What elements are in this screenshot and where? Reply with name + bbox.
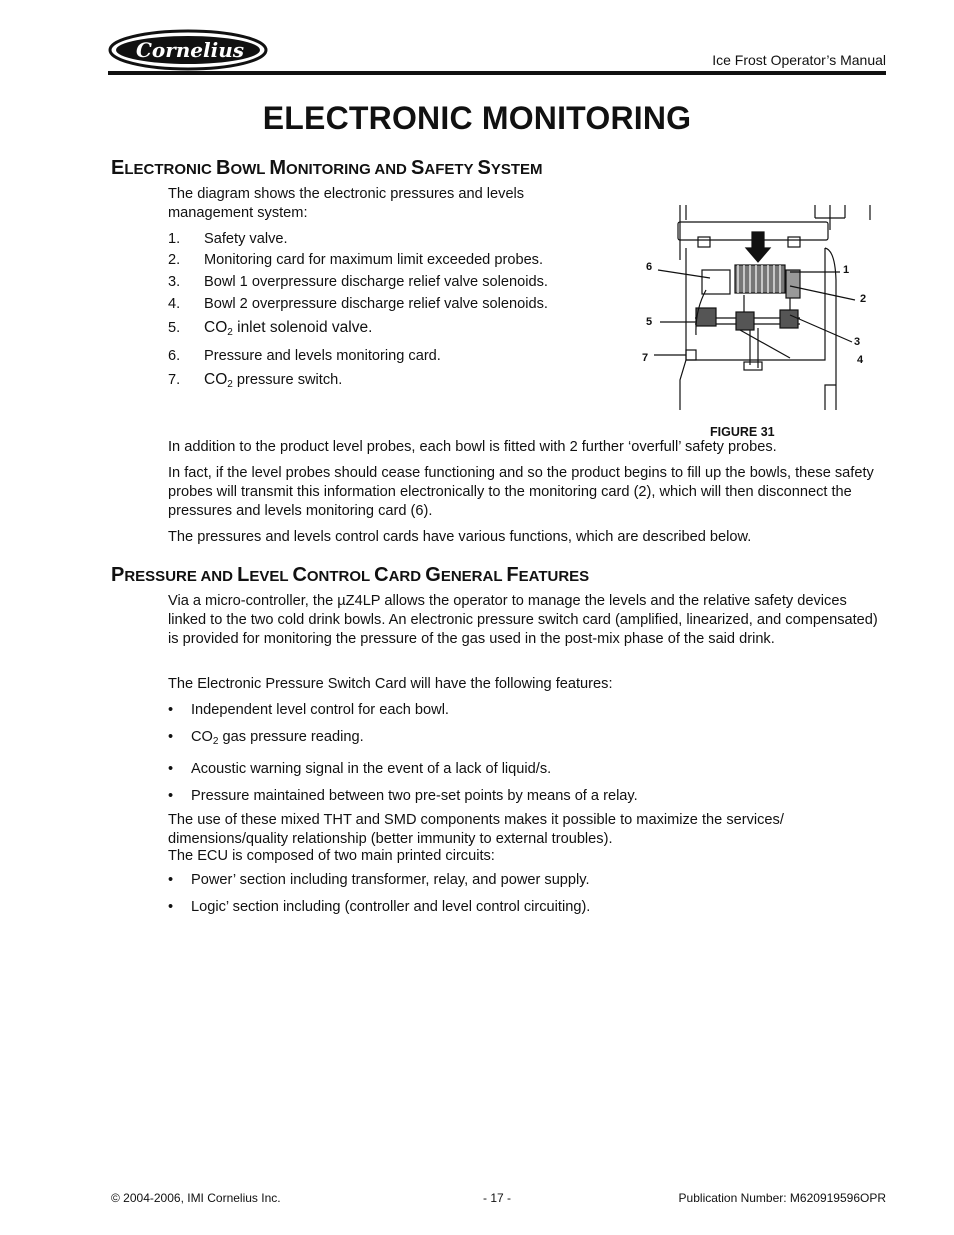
- list-item: • Logic’ section including (controller and level control circuiting).: [168, 899, 591, 915]
- callout-3: 3: [854, 336, 861, 348]
- list-item: 2. Monitoring card for maximum limit exceeded probes.: [168, 252, 544, 268]
- circuit-list: [168, 871, 888, 917]
- paragraph: The Electronic Pressure Switch Card will have the following features:: [168, 676, 613, 692]
- list-item: • Independent level control for each bowl.: [168, 702, 449, 718]
- list-item: 3. Bowl 1 overpressure discharge relief valve solenoids.: [168, 274, 548, 290]
- list-item: 5. $CO_2$ inlet solenoid valve.: [168, 319, 373, 338]
- paragraph: The use of these mixed THT and SMD components makes it possible to maximize the services/ dimensions/quality relationship (better immunity to external troubles).: [168, 812, 784, 847]
- list-item: 1. Safety valve.: [168, 231, 288, 247]
- footer-publication-number: Publication Number: M620919596OPR: [678, 1191, 886, 1205]
- list-item: 4. Bowl 2 overpressure discharge relief valve solenoids.: [168, 296, 548, 312]
- callout-5: 5: [646, 316, 653, 328]
- svg-text:Cornelius: Cornelius: [135, 38, 245, 62]
- list-item: • Acoustic warning signal in the event of a lack of liquid/s.: [168, 761, 552, 777]
- footer-copyright: © 2004-2006, IMI Cornelius Inc.: [111, 1191, 281, 1205]
- footer-page-number: - 17 -: [483, 1191, 512, 1205]
- paragraph: The pressures and levels control cards have various functions, which are described below.: [168, 529, 752, 545]
- list-item: 6. Pressure and levels monitoring card.: [168, 348, 441, 364]
- header-rule: [108, 71, 886, 75]
- paragraph: In addition to the product level probes, each bowl is fitted with 2 further ‘overfull’ safety probes.: [168, 439, 777, 455]
- callout-1: 1: [843, 264, 850, 276]
- manual-title: Ice Frost Operator’s Manual: [712, 52, 886, 68]
- paragraph: The ECU is composed of two main printed circuits:: [168, 848, 495, 864]
- paragraph: In fact, if the level probes should cease functioning and so the product begins to fill up the bowls, these safety probes will transmit this information electronically to the monitoring card (2), which will then disconnect the pressures and levels monitoring card (6).: [168, 465, 874, 519]
- list-item: • Pressure maintained between two pre-set points by means of a relay.: [168, 788, 638, 804]
- callout-2: 2: [860, 293, 867, 305]
- section-heading-card-features: PRESSURE AND LEVEL CONTROL CARD GENERAL FEATURES: [111, 564, 590, 586]
- list-item: 7. $CO_2$ pressure switch.: [168, 371, 343, 390]
- feature-list: [168, 701, 888, 806]
- section-heading-bowl-monitoring: ELECTRONIC BOWL MONITORING AND SAFETY SYSTEM: [111, 157, 543, 179]
- intro-paragraph: The diagram shows the electronic pressures and levels management system:: [168, 186, 525, 221]
- paragraph: Via a micro-controller, the µZ4LP allows the operator to manage the levels and the relative safety devices linked to the two cold drink bowls. An electronic pressure switch card (amplified, linearized, and compensated) is provided for monitoring the pressure of the gas used in the post-mix phase of the said drink.: [168, 593, 878, 647]
- callout-4: 4: [857, 354, 864, 366]
- page-title: ELECTRONIC MONITORING: [262, 100, 692, 136]
- cornelius-logo: [108, 28, 268, 72]
- callout-6: 6: [646, 261, 653, 273]
- monitoring-diagram: [640, 200, 880, 415]
- figure-caption: FIGURE 31: [710, 425, 775, 439]
- list-item: • Power’ section including transformer, relay, and power supply.: [168, 872, 590, 888]
- list-item: • $CO_2$ gas pressure reading.: [168, 729, 364, 747]
- component-list: [168, 229, 608, 395]
- callout-7: 7: [642, 352, 649, 364]
